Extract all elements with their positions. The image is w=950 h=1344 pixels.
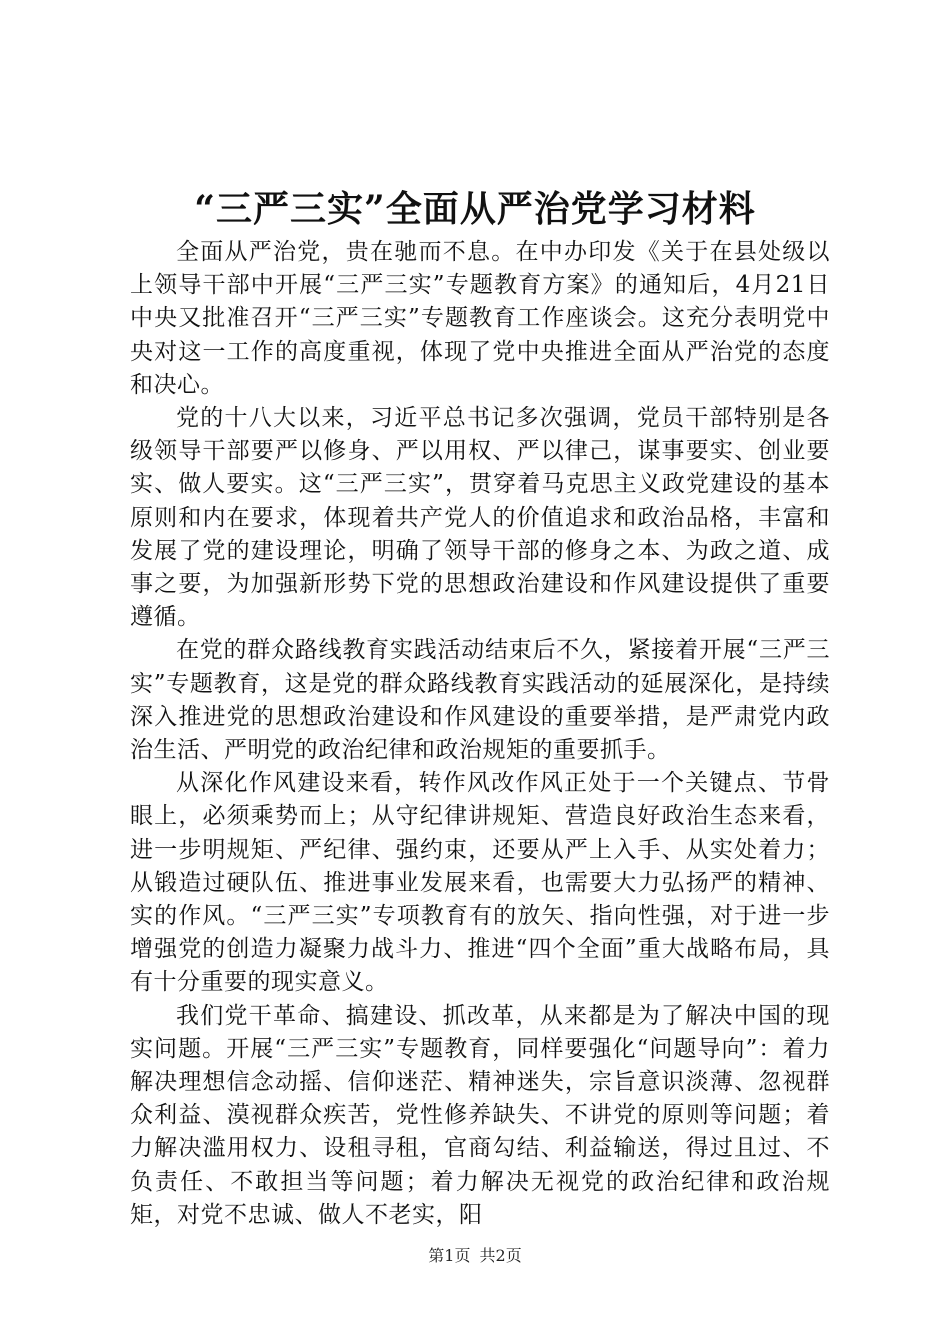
paragraph-5: 我们党干革命、搞建设、抓改革，从来都是为了解决中国的现实问题。开展“三严三实”专题教育，同样要强化“问题导向”：着力解决理想信念动摇、信仰迷茫、精神迷失，宗旨意识淡薄、忽视群众利益、漠视群众疾苦，党性修养缺失、不讲党的原则等问题；着力解决滥用权力、设租寻租，官商勾结、利益输送，得过且过、不负责任、不敢担当等问题；着力解决无视党的政治纪律和政治规矩，对党不忠诚、做人不老实，阳 — [130, 1002, 830, 1228]
document-title: “三严三实”全面从严治党学习材料 — [194, 188, 756, 230]
paragraph-1: 全面从严治党，贵在驰而不息。在中办印发《关于在县处级以上领导干部中开展“三严三实”专题教育方案》的通知后，4月21日中央又批准召开“三严三实”专题教育工作座谈会。这充分表明党中央对这一工作的高度重视，体现了党中央推进全面从严治党的态度和决心。 — [130, 239, 830, 398]
page-footer — [0, 1244, 950, 1268]
page-number-current: 第1页 — [428, 1246, 471, 1265]
page-number-total: 共2页 — [479, 1246, 522, 1265]
document-body — [130, 236, 830, 1232]
paragraph-4: 从深化作风建设来看，转作风改作风正处于一个关键点、节骨眼上，必须乘势而上；从守纪律讲规矩、营造良好政治生态来看，进一步明规矩、严纪律、强约束，还要从严上入手、从实处着力；从锻造过硬队伍、推进事业发展来看，也需要大力弘扬严的精神、实的作风。“三严三实”专项教育有的放矢、指向性强，对于进一步增强党的创造力凝聚力战斗力、推进“四个全面”重大战略布局，具有十分重要的现实意义。 — [130, 770, 830, 996]
paragraph-3: 在党的群众路线教育实践活动结束后不久，紧接着开展“三严三实”专题教育，这是党的群众路线教育实践活动的延展深化，是持续深入推进党的思想政治建设和作风建设的重要举措，是严肃党内政治生活、严明党的政治纪律和政治规矩的重要抓手。 — [130, 637, 830, 764]
paragraph-2: 党的十八大以来，习近平总书记多次强调，党员干部特别是各级领导干部要严以修身、严以用权、严以律己，谋事要实、创业要实、做人要实。这“三严三实”，贯穿着马克思主义政党建设的基本原则和内在要求，体现着共产党人的价值追求和政治品格，丰富和发展了党的建设理论，明确了领导干部的修身之本、为政之道、成事之要，为加强新形势下党的思想政治建设和作风建设提供了重要遵循。 — [130, 405, 830, 631]
